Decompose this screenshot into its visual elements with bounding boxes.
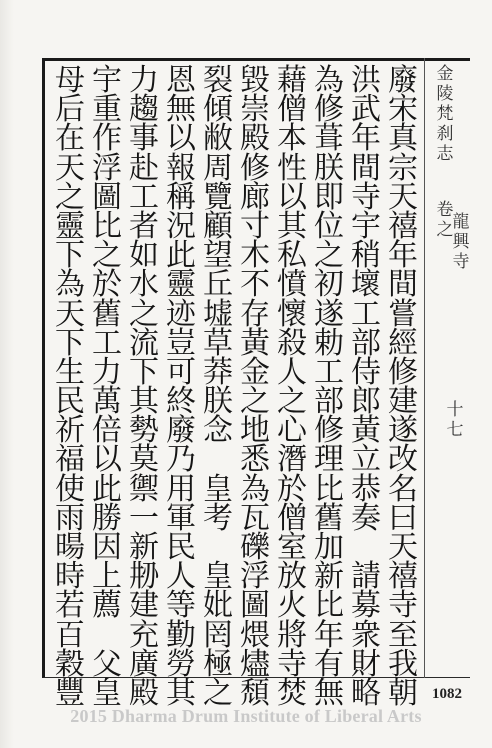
character: 殿 [129, 675, 159, 711]
character: 寺 [452, 252, 470, 272]
character: 遂 [388, 413, 418, 449]
character: 為 [314, 63, 344, 98]
character: 如 [129, 238, 159, 274]
character: 之 [240, 384, 270, 420]
character: 藉 [277, 63, 307, 98]
character: 豐 [55, 675, 85, 711]
character: 奏 [351, 500, 381, 536]
character: 年 [388, 238, 418, 274]
character: 覽 [203, 179, 233, 215]
character: 舊 [314, 500, 344, 536]
character: 之 [55, 179, 85, 215]
character: 廣 [129, 646, 159, 682]
character: 修 [314, 92, 344, 128]
character: 礫 [240, 530, 270, 565]
character: 上 [92, 559, 122, 595]
character: 私 [277, 238, 307, 274]
character: 父 [92, 646, 122, 682]
character: 力 [92, 354, 122, 390]
text-column [125, 63, 163, 711]
text-column [236, 63, 274, 711]
character: 墟 [203, 296, 233, 332]
character: 間 [351, 150, 381, 186]
spacer [199, 445, 237, 474]
character: 略 [351, 675, 381, 711]
character: 年 [351, 121, 381, 157]
character: 崇 [240, 92, 270, 128]
character: 報 [166, 150, 196, 186]
character: 焚 [277, 675, 307, 711]
character: 莫 [129, 442, 159, 478]
character: 心 [277, 413, 307, 449]
character: 工 [92, 325, 122, 361]
character: 靈 [55, 208, 85, 244]
character: 之 [203, 675, 233, 711]
character: 憤 [277, 267, 307, 303]
character: 民 [166, 530, 196, 565]
character: 迹 [166, 296, 196, 332]
character: 此 [166, 238, 196, 274]
character: 廢 [166, 413, 196, 449]
character: 浮 [240, 559, 270, 595]
character: 考 [203, 500, 233, 536]
character: 悉 [240, 442, 270, 478]
character: 郎 [351, 384, 381, 420]
character: 建 [129, 588, 159, 624]
text-column [199, 63, 237, 711]
character: 此 [92, 471, 122, 507]
character: 性 [277, 150, 307, 186]
character: 無 [166, 92, 196, 128]
character: 卷 [436, 200, 454, 220]
character: 壞 [351, 267, 381, 303]
character: 福 [55, 442, 85, 478]
character: 志 [436, 144, 454, 164]
character: 可 [166, 354, 196, 390]
character: 金 [436, 64, 454, 84]
character: 黃 [351, 413, 381, 449]
character: 火 [277, 588, 307, 624]
character: 充 [129, 617, 159, 653]
character: 之 [92, 238, 122, 274]
character: 寸 [240, 208, 270, 244]
character: 望 [203, 238, 233, 274]
character: 建 [388, 384, 418, 420]
character: 工 [314, 354, 344, 390]
character: 顧 [203, 208, 233, 244]
character: 寺 [351, 179, 381, 215]
page-number: 1082 [432, 686, 462, 702]
character: 圖 [92, 179, 122, 215]
character: 之 [129, 296, 159, 332]
character: 寺 [277, 646, 307, 682]
character: 間 [388, 267, 418, 303]
character: 下 [129, 354, 159, 390]
character: 放 [277, 559, 307, 595]
character: 天 [388, 179, 418, 215]
character: 后 [55, 92, 85, 128]
character: 存 [240, 296, 270, 332]
character: 民 [55, 384, 85, 420]
character: 殺 [277, 325, 307, 361]
character: 衆 [351, 617, 381, 653]
character: 七 [446, 420, 464, 440]
character: 木 [240, 238, 270, 274]
character: 龍 [452, 212, 470, 232]
character: 曰 [388, 500, 418, 536]
character: 使 [55, 471, 85, 507]
character: 部 [314, 384, 344, 420]
character: 名 [388, 471, 418, 507]
character: 於 [277, 471, 307, 507]
character: 室 [277, 530, 307, 565]
spacer [88, 621, 126, 650]
character: 以 [277, 179, 307, 215]
character: 十 [446, 400, 464, 420]
character: 生 [55, 354, 85, 390]
character: 部 [351, 325, 381, 361]
character: 若 [55, 588, 85, 624]
character: 不 [240, 267, 270, 303]
character: 舊 [92, 296, 122, 332]
character: 敝 [203, 121, 233, 157]
character: 宋 [388, 92, 418, 128]
character: 禧 [388, 559, 418, 595]
character: 經 [388, 325, 418, 361]
character: 比 [314, 588, 344, 624]
character: 勝 [92, 500, 122, 536]
character: 遂 [314, 296, 344, 332]
character: 下 [55, 325, 85, 361]
character: 周 [203, 150, 233, 186]
character: 流 [129, 325, 159, 361]
character: 恭 [351, 471, 381, 507]
character: 其 [277, 208, 307, 244]
character: 人 [277, 354, 307, 390]
character: 水 [129, 267, 159, 303]
character: 草 [203, 325, 233, 361]
character: 請 [351, 559, 381, 595]
character: 初 [314, 267, 344, 303]
character: 因 [92, 530, 122, 565]
character: 刱 [129, 559, 159, 595]
character: 將 [277, 617, 307, 653]
character: 稍 [351, 238, 381, 274]
text-column [384, 63, 422, 711]
character: 浮 [92, 150, 122, 186]
spacer [199, 533, 237, 562]
text-column [310, 63, 348, 711]
character: 武 [351, 92, 381, 128]
character: 真 [388, 121, 418, 157]
character: 宗 [388, 150, 418, 186]
character: 煨 [240, 617, 270, 653]
character: 工 [129, 179, 159, 215]
character: 朝 [388, 675, 418, 711]
character: 作 [92, 121, 122, 157]
character: 人 [166, 559, 196, 595]
character: 母 [55, 63, 85, 98]
character: 興 [452, 232, 470, 252]
character: 靈 [166, 267, 196, 303]
text-column [162, 63, 200, 711]
character: 潛 [277, 442, 307, 478]
character: 為 [55, 267, 85, 303]
character: 宇 [92, 63, 122, 98]
character: 皇 [92, 675, 122, 711]
character: 下 [55, 238, 85, 274]
character: 丘 [203, 267, 233, 303]
character: 天 [388, 530, 418, 565]
character: 軍 [166, 500, 196, 536]
character: 極 [203, 646, 233, 682]
character: 朕 [203, 384, 233, 420]
character: 況 [166, 208, 196, 244]
character: 一 [129, 500, 159, 536]
character: 用 [166, 471, 196, 507]
character: 朕 [314, 150, 344, 186]
character: 勅 [314, 325, 344, 361]
character: 勤 [166, 617, 196, 653]
character: 新 [314, 559, 344, 595]
character: 祈 [55, 413, 85, 449]
character: 廊 [240, 179, 270, 215]
character: 其 [129, 384, 159, 420]
margin-title [434, 64, 456, 164]
character: 以 [166, 121, 196, 157]
character: 至 [388, 617, 418, 653]
character: 萬 [92, 384, 122, 420]
character: 者 [129, 208, 159, 244]
character: 寺 [388, 588, 418, 624]
character: 宇 [351, 208, 381, 244]
character: 倍 [92, 413, 122, 449]
character: 廢 [388, 63, 418, 98]
character: 妣 [203, 588, 233, 624]
character: 事 [129, 121, 159, 157]
character: 修 [240, 150, 270, 186]
character: 侍 [351, 354, 381, 390]
character: 勞 [166, 646, 196, 682]
character: 瓦 [240, 500, 270, 536]
margin-section [450, 212, 472, 272]
character: 比 [92, 208, 122, 244]
character: 乃 [166, 442, 196, 478]
character: 莽 [203, 354, 233, 390]
character: 皇 [203, 559, 233, 595]
character: 以 [92, 442, 122, 478]
character: 財 [351, 646, 381, 682]
character: 終 [166, 384, 196, 420]
character: 立 [351, 442, 381, 478]
character: 募 [351, 588, 381, 624]
text-column [51, 63, 89, 711]
character: 薦 [92, 588, 122, 624]
character: 梵 [436, 104, 454, 124]
character: 懷 [277, 296, 307, 332]
character: 地 [240, 413, 270, 449]
character: 毀 [240, 63, 270, 98]
character: 無 [314, 675, 344, 711]
character: 之 [277, 384, 307, 420]
character: 為 [240, 471, 270, 507]
spacer [347, 533, 385, 562]
character: 我 [388, 646, 418, 682]
character: 刹 [436, 124, 454, 144]
character: 頹 [240, 675, 270, 711]
character: 傾 [203, 92, 233, 128]
character: 燼 [240, 646, 270, 682]
character: 年 [314, 617, 344, 653]
character: 豈 [166, 325, 196, 361]
watermark: 2015 Dharma Drum Institute of Liberal Arts [70, 706, 422, 726]
character: 洪 [351, 63, 381, 98]
character: 時 [55, 559, 85, 595]
character: 天 [55, 150, 85, 186]
character: 嘗 [388, 296, 418, 332]
character: 百 [55, 617, 85, 653]
character: 趨 [129, 92, 159, 128]
character: 於 [92, 267, 122, 303]
character: 僧 [277, 92, 307, 128]
character: 其 [166, 675, 196, 711]
character: 暘 [55, 530, 85, 565]
character: 念 [203, 413, 233, 449]
character: 修 [388, 354, 418, 390]
text-column [347, 63, 385, 711]
character: 殿 [240, 121, 270, 157]
character: 金 [240, 354, 270, 390]
character: 圖 [240, 588, 270, 624]
character: 裂 [203, 63, 233, 98]
character: 位 [314, 208, 344, 244]
character: 罔 [203, 617, 233, 653]
character: 黃 [240, 325, 270, 361]
character: 有 [314, 646, 344, 682]
character: 加 [314, 530, 344, 565]
character: 重 [92, 92, 122, 128]
character: 稱 [166, 179, 196, 215]
character: 工 [351, 296, 381, 332]
character: 新 [129, 530, 159, 565]
text-column [88, 63, 126, 711]
character: 比 [314, 471, 344, 507]
character: 改 [388, 442, 418, 478]
character: 禦 [129, 471, 159, 507]
character: 之 [314, 238, 344, 274]
character: 勢 [129, 413, 159, 449]
character: 皇 [203, 471, 233, 507]
character: 禧 [388, 208, 418, 244]
character: 穀 [55, 646, 85, 682]
character: 本 [277, 121, 307, 157]
character: 恩 [166, 63, 196, 98]
character: 之 [436, 220, 454, 240]
character: 雨 [55, 500, 85, 536]
character: 理 [314, 442, 344, 478]
text-column [273, 63, 311, 711]
character: 葺 [314, 121, 344, 157]
margin-leaf [444, 400, 466, 440]
character: 修 [314, 413, 344, 449]
character: 即 [314, 179, 344, 215]
character: 在 [55, 121, 85, 157]
character: 等 [166, 588, 196, 624]
character: 僧 [277, 500, 307, 536]
character: 力 [129, 63, 159, 98]
character: 陵 [436, 84, 454, 104]
character: 天 [55, 296, 85, 332]
character: 赴 [129, 150, 159, 186]
